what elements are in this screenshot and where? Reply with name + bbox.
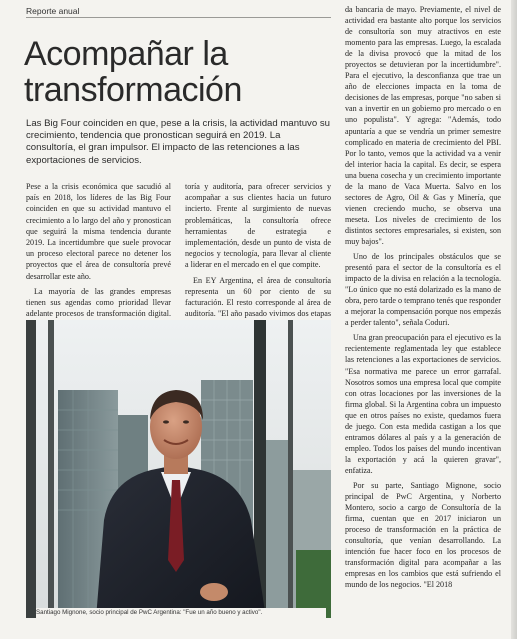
paragraph: Por su parte, Santiago Mignone, socio principal de PwC Argentina, y Norberto Montero, socio a cargo de Consultoría de la firma, cuentan que en 2017 iniciaron un proceso de transformación en la práctica de consultoría, que venían desarrollando. La intención fue hacer foco en los procesos de transformación digital para acompañar a las empresas en los cambios que está sufriendo el mundo de los negocios. "El 2018 <box>345 480 501 590</box>
paragraph: Pese a la crisis económica que sacudió al país en 2018, los líderes de las Big Four coinciden en que su actividad mantuvo el crecimiento a lo largo del año y pronostican que seguirá la misma tendencia durante 2019. La incertidumbre que suele provocar un proceso electoral parece no detener los proyectos que el área de consultoría prevé desarrollar este año. <box>26 182 171 281</box>
paragraph: Uno de los principales obstáculos que se presentó para el sector de la consultoría es el impacto de la divisa en relación a la tecnología. "Lo único que no está dolarizado es la mano de obra, pero tarde o temprano tenés que responder a mejorar la compensación porque nos empezás a perder talento", señala Coduri. <box>345 252 501 328</box>
section-label: Reporte anual <box>26 6 80 16</box>
paragraph: da bancaria de mayo. Previamente, el nivel de actividad era bastante alto porque los servicios de consultoría son muy atractivos en este momento para las empresas. Luego, la escalada de la divisa provocó que la mitad de los proyectos se detuvieran por la incertidumbre". Para el ejecutivo, la desconfianza que trae un año de elecciones impacta en la toma de decisiones de las empresas, porque "no saben si van a invertir en un gobierno pro mercado o en uno populista". Y agrega: "Además, todo apuntaría a que se vendría un primer semestre complicado en materia de crecimiento del PBI. Por lo tanto, vemos que la actividad va a venir del interior hacia la capital. Es decir, se espera una buena cosecha y un crecimiento importante de la mano de Vaca Muerta. Salvo en los sectores de Agro, Oil & Gas y Minería, que vienen creciendo mucho, se observa una meseta. Los niveles de crecimiento de los distintos sectores empresariales, si existen, son muy bajos". <box>345 5 501 246</box>
paragraph: toría y auditoría, para ofrecer servicios y acompañar a sus clientes hacia un futuro incierto. Frente al surgimiento de nuevas problemáticas, la consultoría ofrece herramientas de estrategia e implementación, desde un punto de vista de negocios y tecnología, para llevar al cliente a liderar en el mercado en el que compite. <box>185 182 331 270</box>
building <box>266 440 288 618</box>
window-frame <box>26 320 36 618</box>
window-frame <box>288 320 293 618</box>
hands <box>200 583 228 601</box>
portrait-photo <box>26 320 331 618</box>
title-line-1: Acompañar la <box>24 35 228 73</box>
paragraph: La mayoría de las grandes empresas tienen sus agendas como prioridad llevar adelante procesos de transformación digital. <box>26 286 171 319</box>
header-rule <box>26 17 331 18</box>
article-title <box>24 36 324 108</box>
photo-caption: Santiago Mignone, socio principal de PwC Argentina: "Fue un año bueno y activo". <box>36 608 326 618</box>
paragraph: En EY Argentina, el área de consultoría representa un 60 por ciento de su facturación. El resto corresponde al área de auditoría. "El año pasado vivimos dos etapas <box>185 275 331 319</box>
article-lead: Las Big Four coinciden en que, pese a la crisis, la actividad mantuvo su crecimiento, tendencia que pronostican seguirá en 2019. La consultoría, el gran impulsor. El impacto de las retenciones a las exportaciones de servicios. <box>26 118 330 166</box>
title-line-2: transformación <box>24 71 242 109</box>
portrait-illustration <box>26 320 331 618</box>
paragraph: Una gran preocupación para el ejecutivo es la recientemente reglamentada ley que establece las retenciones a las exportaciones de servicios. "Esa normativa me parece un error garrafal. Nosotros somos una empresa local que compite con otras locaciones por las inversiones de la firma global. Si la Argentina cobra un impuesto que en otros países no existe, quedamos fuera de juego. Con esta medida castigan a los que entramos dólares al país y a la generación de empleo. Todos los países del mundo incentivan la exportación y acá la quieren gravar", enfatiza. <box>345 333 501 475</box>
window-frame <box>48 320 54 618</box>
text-column-3 <box>345 4 501 636</box>
